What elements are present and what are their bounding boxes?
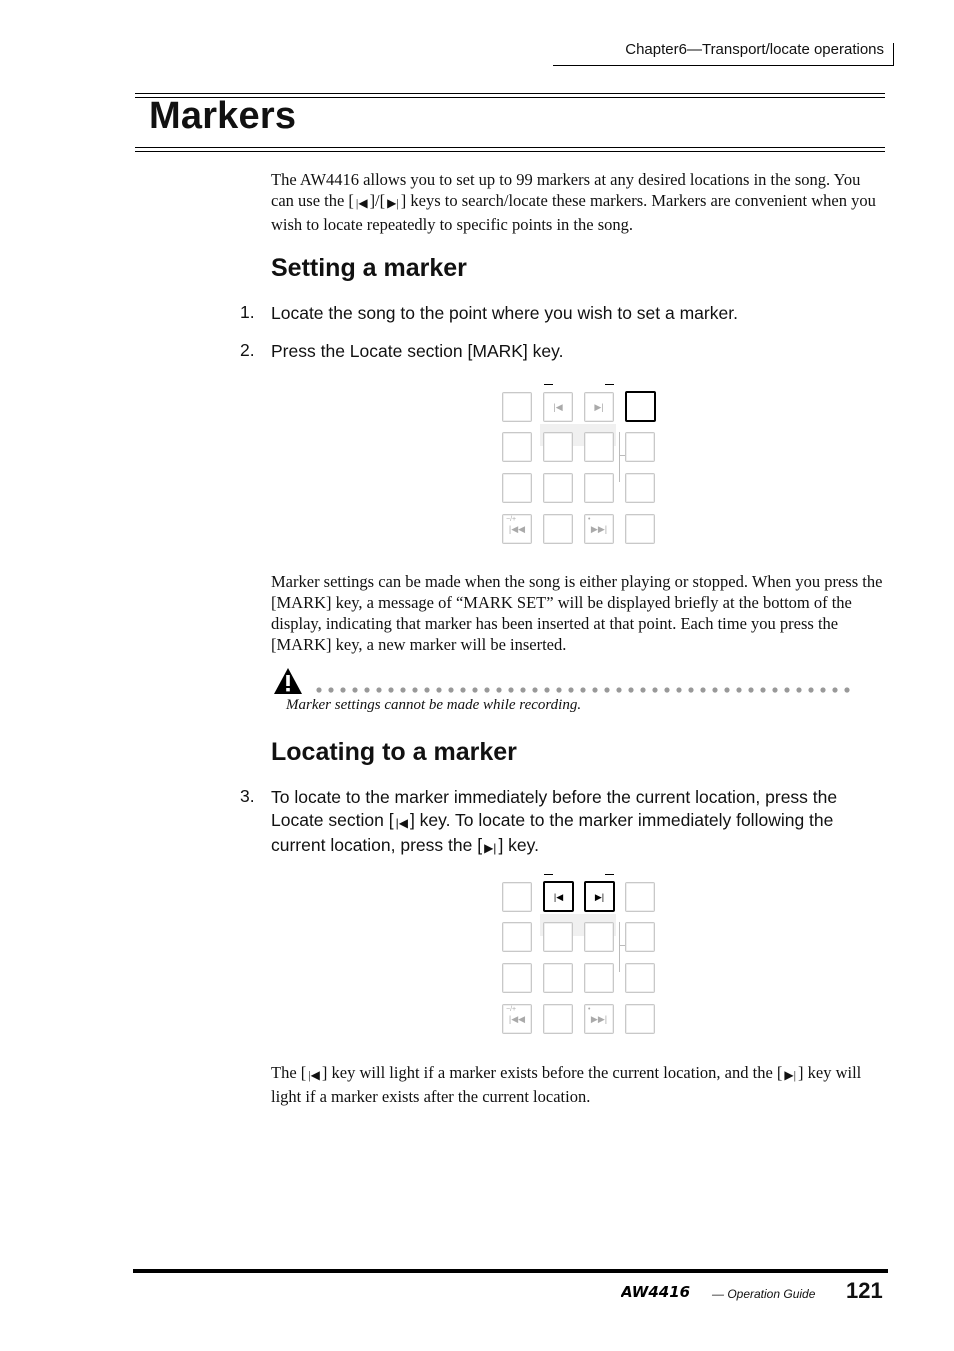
caution-dot <box>448 687 453 692</box>
page-title: Markers <box>149 95 297 137</box>
caution-dot <box>688 687 693 692</box>
step-text-part: To locate to the marker immediately before the current location, press the Locate section [ <box>271 787 838 830</box>
caution-dot <box>508 687 513 692</box>
next-marker-icon: ▶| <box>387 196 399 210</box>
caution-dot <box>328 687 333 692</box>
caution-dot <box>820 687 825 692</box>
logo-text: AW4416 <box>621 1284 691 1300</box>
caution-dot <box>784 687 789 692</box>
intro-text: ] keys to search/locate these markers. Markers are convenient when you wish to locate repeatedly to specific points in the song. <box>271 191 876 234</box>
step-number: 2. <box>240 340 255 360</box>
caution-dot <box>460 687 465 692</box>
intro-paragraph <box>271 169 883 235</box>
caution-dots <box>316 686 856 694</box>
caution-dot <box>604 687 609 692</box>
caution-dot <box>580 687 585 692</box>
intro-text: The AW4416 allows you to set up to 99 markers at any desired locations in the song. You can use the [ <box>271 170 861 210</box>
caution-dot <box>652 687 657 692</box>
caution-dot <box>484 687 489 692</box>
panel-line <box>619 432 620 482</box>
section-heading: Setting a marker <box>271 254 467 282</box>
caution-dot <box>592 687 597 692</box>
intro-text: ]/[ <box>369 191 386 210</box>
title-rule <box>135 151 885 152</box>
caution-dot <box>832 687 837 692</box>
key-label-bar <box>544 874 553 875</box>
note-text: ] key will light if a marker exists before the current location, and the [ <box>321 1063 783 1082</box>
keypad-key <box>625 1004 655 1034</box>
keypad-key <box>502 922 532 952</box>
caution-dot <box>676 687 681 692</box>
caution-dot <box>400 687 405 692</box>
header-tick <box>893 43 894 66</box>
caution-dot <box>664 687 669 692</box>
keypad-key <box>584 473 614 503</box>
rewind-key: −/+ |◀◀ <box>502 1004 532 1034</box>
locate-keypad-diagram <box>500 382 670 552</box>
keypad-key <box>543 963 573 993</box>
caution-dot <box>496 687 501 692</box>
step-text: Locate the song to the point where you wish to set a marker. <box>271 303 738 323</box>
keypad-key <box>543 473 573 503</box>
keypad-key <box>625 514 655 544</box>
rewind-key: −/+ |◀◀ <box>502 514 532 544</box>
keypad-key <box>584 922 614 952</box>
caution-dot <box>712 687 717 692</box>
header-rule <box>553 65 893 66</box>
caution-dot <box>640 687 645 692</box>
prev-marker-icon: |◀ <box>395 815 408 830</box>
keypad-key <box>584 963 614 993</box>
next-key: ▶| <box>584 392 614 422</box>
chapter-header: Chapter6—Transport/locate operations <box>625 41 884 58</box>
step-text: Press the Locate section [MARK] key. <box>271 341 564 361</box>
caution-dot <box>412 687 417 692</box>
keypad-key <box>502 963 532 993</box>
next-marker-icon: ▶| <box>784 1068 797 1082</box>
caution-icon <box>273 667 303 700</box>
caution-dot <box>340 687 345 692</box>
caution-dot <box>424 687 429 692</box>
page-number: 121 <box>846 1278 883 1303</box>
key-label-bar <box>605 384 614 385</box>
keypad-key <box>543 514 573 544</box>
caution-dot <box>544 687 549 692</box>
mark-key <box>625 391 656 422</box>
step-text <box>271 786 886 860</box>
keypad-key <box>625 432 655 462</box>
next-key: ▶| <box>584 881 615 912</box>
prev-key: |◀ <box>543 881 574 912</box>
keypad-key <box>502 473 532 503</box>
panel-line <box>619 922 620 972</box>
caution-dot <box>808 687 813 692</box>
caution-dot <box>388 687 393 692</box>
step-text-part: ] key. <box>498 835 539 855</box>
key-label-bar <box>544 384 553 385</box>
keypad-key <box>625 473 655 503</box>
caution-dot <box>532 687 537 692</box>
keypad-key <box>625 963 655 993</box>
keypad-key <box>502 882 532 912</box>
caution-dot <box>700 687 705 692</box>
keypad-key <box>625 922 655 952</box>
keypad-key <box>543 1004 573 1034</box>
title-rule <box>135 93 885 94</box>
forward-key: • ▶▶| <box>584 1004 614 1034</box>
caution-dot <box>772 687 777 692</box>
locate-keypad-diagram <box>500 872 670 1042</box>
caution-dot <box>628 687 633 692</box>
caution-dot <box>760 687 765 692</box>
keypad-key <box>502 432 532 462</box>
caution-dot <box>376 687 381 692</box>
keypad-key <box>543 922 573 952</box>
caution-dot <box>748 687 753 692</box>
caution-dot <box>436 687 441 692</box>
keypad-key <box>502 392 532 422</box>
keypad-key <box>543 432 573 462</box>
step-text-part: ] key. To locate to the marker immediately following the current location, press the [ <box>271 809 834 855</box>
forward-key: • ▶▶| <box>584 514 614 544</box>
mark-key <box>625 882 655 912</box>
prev-marker-icon: |◀ <box>308 1068 320 1082</box>
prev-marker-icon: |◀ <box>355 196 368 210</box>
caution-dot <box>472 687 477 692</box>
key-label-bar <box>605 874 614 875</box>
caution-dot <box>616 687 621 692</box>
caution-dot <box>736 687 741 692</box>
note-text: The [ <box>271 1063 307 1082</box>
caution-dot <box>796 687 801 692</box>
prev-key: |◀ <box>543 392 573 422</box>
aw4416-logo <box>621 1284 709 1305</box>
caution-dot <box>724 687 729 692</box>
note-text: ] key will light if a marker exists after the current location. <box>271 1063 862 1106</box>
keypad-key <box>584 432 614 462</box>
caution-dot <box>316 687 321 692</box>
title-rule <box>135 147 885 148</box>
caution-text: Marker settings cannot be made while recording. <box>286 697 582 713</box>
marker-note: Marker settings can be made when the song is either playing or stopped. When you press the [MARK] key, a message of “MARK SET” will be displayed briefly at the bottom of the display, indicating that marker has been inserted at that point. Each time you press the [MARK] key, a new marker will be inserted. <box>271 572 883 654</box>
caution-dot <box>568 687 573 692</box>
caution-dot <box>556 687 561 692</box>
footer-rule <box>133 1269 888 1273</box>
section-heading: Locating to a marker <box>271 738 517 766</box>
caution-dot <box>364 687 369 692</box>
next-marker-icon: ▶| <box>484 841 497 855</box>
caution-dot <box>352 687 357 692</box>
caution-dot <box>844 687 849 692</box>
step-number: 1. <box>240 302 255 322</box>
step-number: 3. <box>240 786 255 806</box>
light-note <box>271 1062 883 1107</box>
caution-dot <box>520 687 525 692</box>
footer-guide: — Operation Guide <box>712 1287 816 1301</box>
